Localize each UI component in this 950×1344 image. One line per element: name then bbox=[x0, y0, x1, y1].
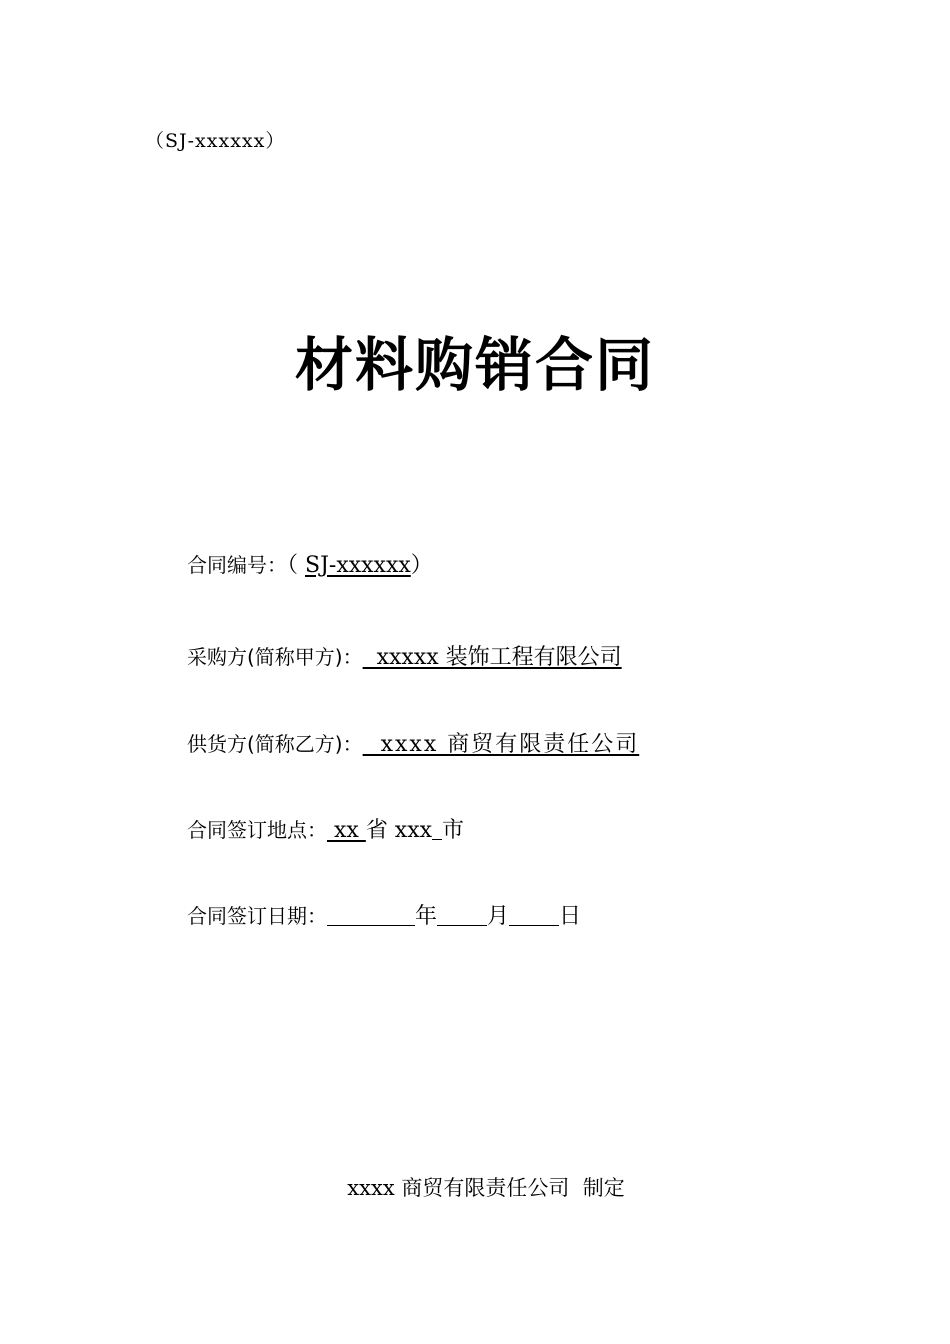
contract-number-open-paren: （ bbox=[287, 553, 305, 578]
document-code: （SJ-xxxxxx） bbox=[145, 130, 286, 152]
year-label: 年 bbox=[415, 904, 438, 929]
page-title: 材料购销合同 bbox=[294, 331, 655, 399]
signing-date-label: 合同签订日期： bbox=[187, 904, 327, 928]
month-blank bbox=[437, 904, 487, 926]
buyer-value: xxxxx 装饰工程有限公司 bbox=[362, 645, 622, 670]
signing-place-province: 省 xxx bbox=[365, 818, 433, 843]
buyer-field bbox=[187, 640, 622, 671]
month-label: 月 bbox=[487, 904, 510, 929]
contract-number-close-paren: ） bbox=[410, 553, 433, 578]
signing-place-city: 市 bbox=[442, 818, 465, 843]
supplier-field bbox=[187, 727, 639, 758]
signing-date-field bbox=[187, 899, 581, 930]
supplier-value: xxxx 商贸有限责任公司 bbox=[362, 732, 640, 757]
footer-issuer: xxxx 商贸有限责任公司 制定 bbox=[347, 1176, 625, 1200]
signing-place-province-blank: xx bbox=[327, 818, 366, 843]
supplier-label: 供货方(简称乙方)： bbox=[187, 732, 363, 756]
buyer-label: 采购方(简称甲方)： bbox=[187, 645, 363, 669]
day-blank bbox=[509, 904, 559, 926]
signing-place-label: 合同签订地点： bbox=[187, 818, 327, 842]
contract-number-value: SJ-xxxxxx bbox=[305, 553, 411, 578]
contract-number-label: 合同编号： bbox=[187, 553, 287, 577]
day-label: 日 bbox=[559, 904, 582, 929]
year-blank bbox=[327, 904, 415, 926]
signing-place-city-blank bbox=[432, 818, 442, 840]
signing-place-field bbox=[187, 813, 464, 844]
contract-number-field bbox=[187, 548, 433, 579]
